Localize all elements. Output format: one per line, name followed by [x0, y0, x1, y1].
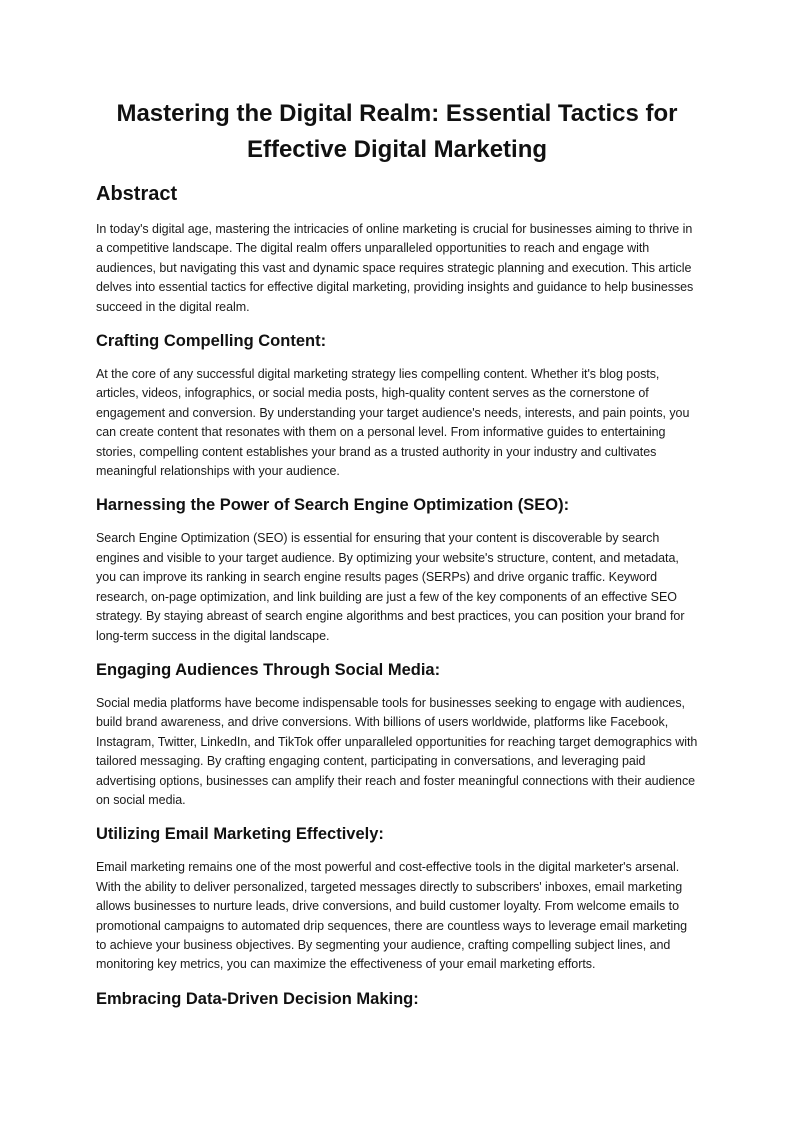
document-page	[96, 96, 698, 1023]
abstract-paragraph: In today's digital age, mastering the intricacies of online marketing is crucial for businesses aiming to thrive in a competitive landscape. The digital realm offers unparalleled opportunities to reach and engage with audiences, but navigating this vast and dynamic space requires strategic planning and execution. This article delves into essential tactics for effective digital marketing, providing insights and guidance to help businesses succeed in the digital realm.	[96, 222, 694, 314]
section-paragraph-seo: Search Engine Optimization (SEO) is essential for ensuring that your content is discoverable by search engines and visible to your target audience. By optimizing your website's structure, content, and metadata, you can improve its ranking in search engine results pages (SERPs) and drive organic traffic. Keyword research, on-page optimization, and link building are just a few of the key components of an effective SEO strategy. By staying abreast of search engine algorithms and best practices, you can position your brand for long-term success in the digital landscape.	[96, 531, 685, 643]
section-heading-email-marketing: Utilizing Email Marketing Effectively:	[96, 825, 384, 844]
document-title: Mastering the Digital Realm: Essential Tactics for Effective Digital Marketing	[116, 100, 678, 163]
section-heading-seo: Harnessing the Power of Search Engine Optimization (SEO):	[96, 496, 570, 515]
section-heading-data-driven: Embracing Data-Driven Decision Making:	[96, 989, 419, 1008]
section-paragraph-crafting-content: At the core of any successful digital marketing strategy lies compelling content. Whether it's blog posts, articles, videos, infographics, or social media posts, high-quality content serves as the cornerstone of engagement and conversion. By understanding your target audience's needs, interests, and pain points, you can create content that resonates with them on a personal level. From informative guides to entertaining stories, compelling content establishes your brand as a trusted authority in your industry and cultivates meaningful relationships with your audience.	[96, 367, 690, 479]
abstract-heading: Abstract	[96, 183, 178, 205]
section-paragraph-social-media: Social media platforms have become indispensable tools for businesses seeking to engage with audiences, build brand awareness, and drive conversions. With billions of users worldwide, platforms like Facebook, Instagram, Twitter, LinkedIn, and TikTok offer unparalleled opportunities for reaching target demographics with tailored messaging. By crafting engaging content, participating in conversations, and leveraging paid advertising options, businesses can amplify their reach and foster meaningful connections with their audience on social media.	[96, 695, 698, 807]
section-heading-social-media: Engaging Audiences Through Social Media:	[96, 660, 441, 679]
section-paragraph-email-marketing: Email marketing remains one of the most powerful and cost-effective tools in the digital marketer's arsenal. With the ability to deliver personalized, targeted messages directly to subscribers' inboxes, email marketing allows businesses to nurture leads, drive conversions, and build customer loyalty. From welcome emails to promotional campaigns to automated drip sequences, there are countless ways to leverage email marketing to achieve your business objectives. By segmenting your audience, crafting compelling subject lines, and monitoring key metrics, you can maximize the effectiveness of your email marketing efforts.	[96, 860, 688, 972]
section-heading-crafting-content: Crafting Compelling Content:	[96, 332, 327, 351]
